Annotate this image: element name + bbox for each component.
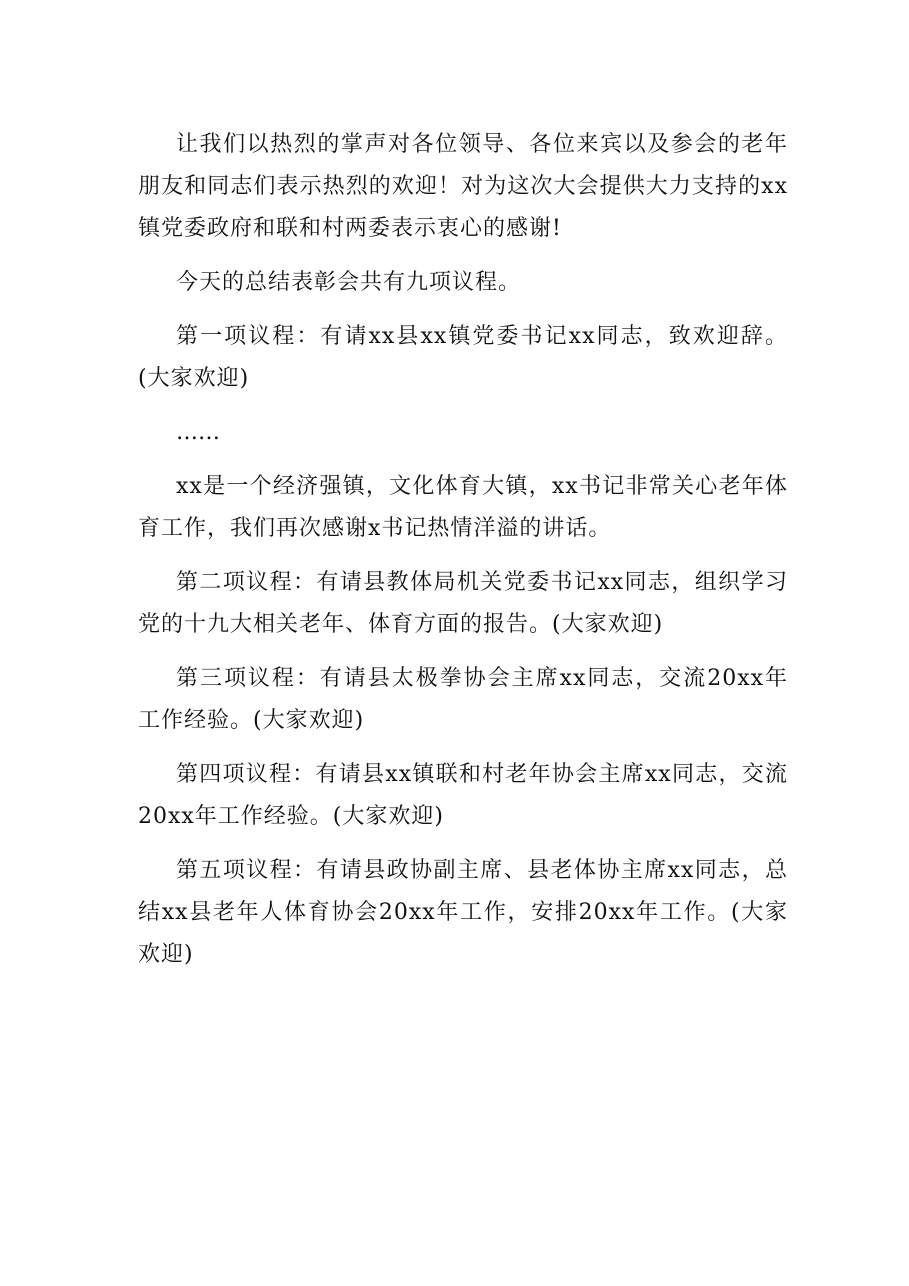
paragraph-agenda-item-5: 第五项议程：有请县政协副主席、县老体协主席xx同志，总结xx县老年人体育协会20xx年工作，安排20xx年工作。(大家欢迎)	[138, 858, 788, 967]
paragraph-agenda-item-1: 第一项议程：有请xx县xx镇党委书记xx同志，致欢迎辞。(大家欢迎)	[138, 324, 788, 391]
paragraph-ellipsis: ……	[176, 420, 220, 445]
paragraph-agenda-intro: 今天的总结表彰会共有九项议程。	[176, 270, 522, 295]
paragraph-agenda-item-4: 第四项议程：有请县xx镇联和村老年协会主席xx同志，交流20xx年工作经验。(大家欢迎)	[138, 762, 788, 829]
paragraph-thanks: xx是一个经济强镇，文化体育大镇，xx书记非常关心老年体育工作，我们再次感谢x书记热情洋溢的讲话。	[138, 474, 788, 541]
paragraph-agenda-item-2: 第二项议程：有请县教体局机关党委书记xx同志，组织学习党的十九大相关老年、体育方面的报告。(大家欢迎)	[138, 570, 788, 637]
document-body	[138, 124, 788, 988]
paragraph-welcome: 让我们以热烈的掌声对各位领导、各位来宾以及参会的老年朋友和同志们表示热烈的欢迎！对为这次大会提供大力支持的xx镇党委政府和联和村两委表示衷心的感谢!	[138, 132, 788, 241]
paragraph-agenda-item-3: 第三项议程：有请县太极拳协会主席xx同志，交流20xx年工作经验。(大家欢迎)	[138, 666, 788, 733]
